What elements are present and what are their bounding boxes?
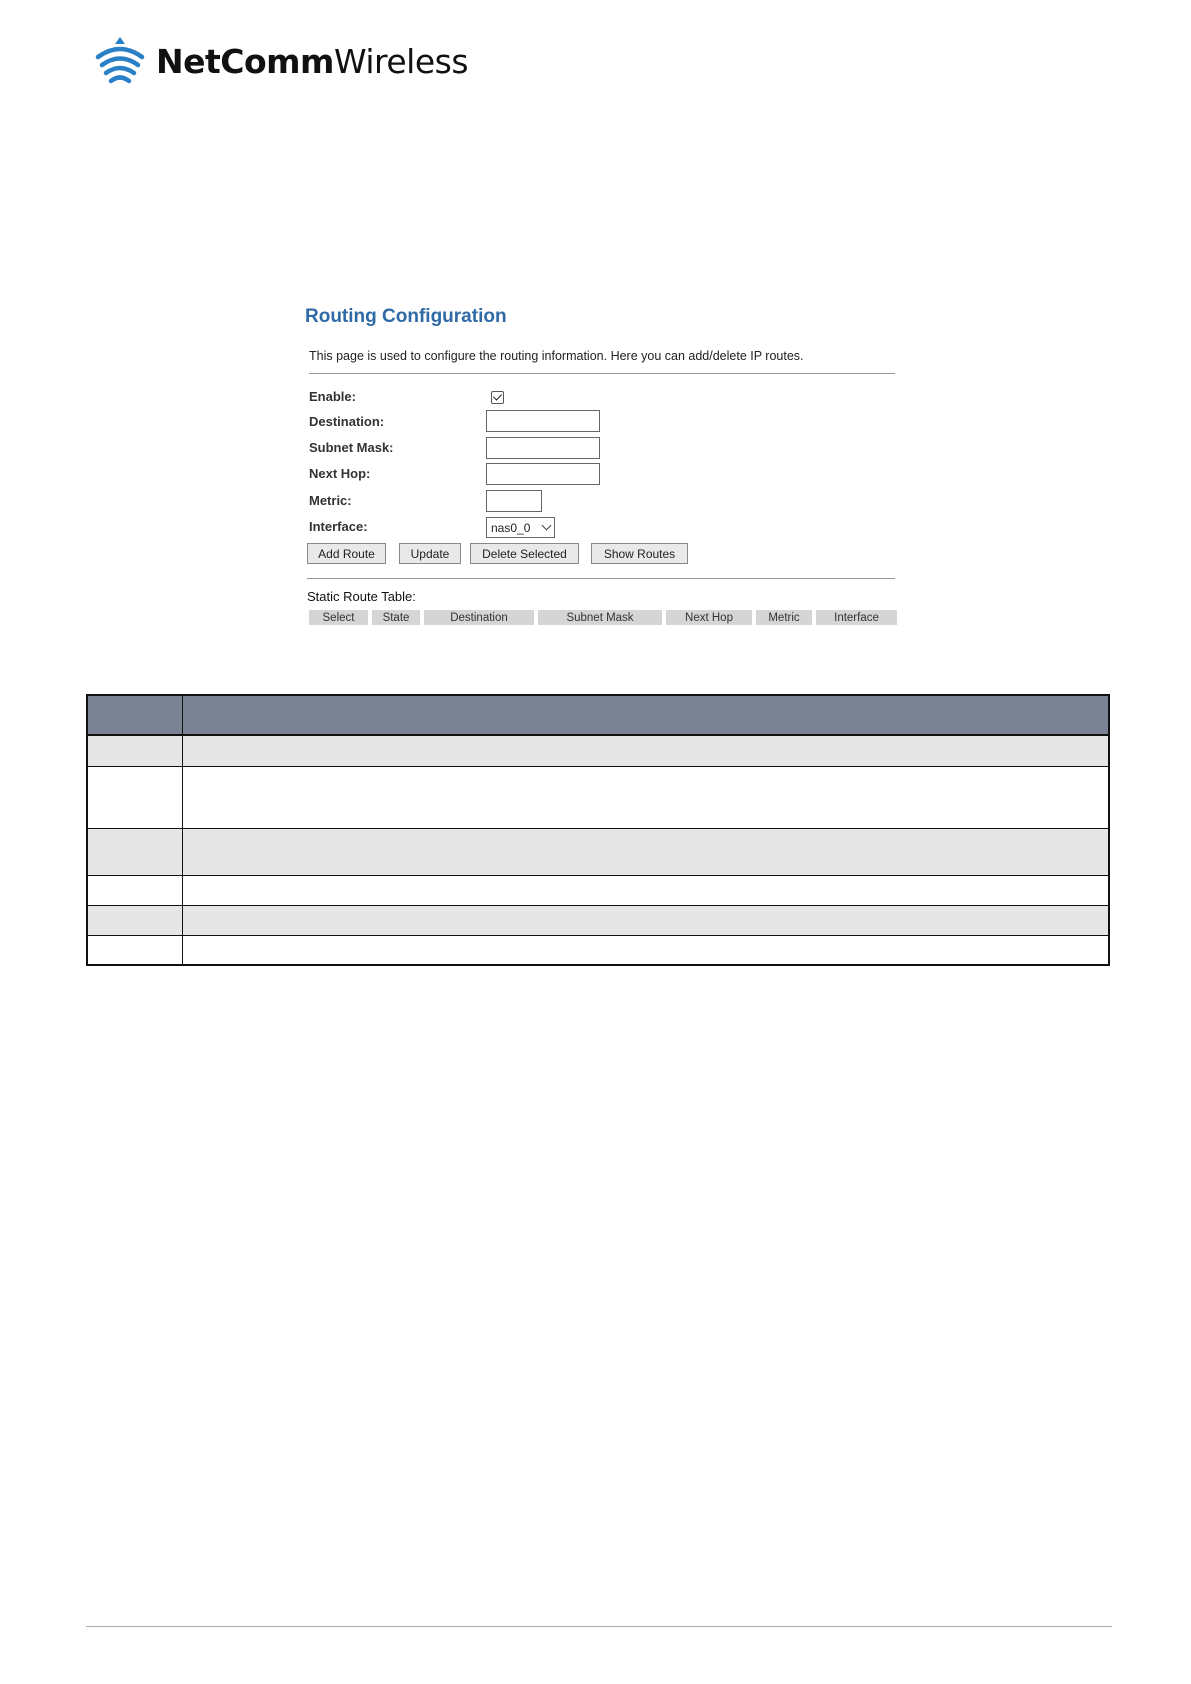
- next-hop-input[interactable]: [486, 463, 600, 485]
- column-header-destination: Destination: [424, 610, 534, 625]
- interface-select-value: nas0_0: [491, 520, 531, 535]
- chevron-down-icon: [542, 521, 552, 531]
- netcomm-logo: [92, 34, 468, 88]
- metric-label: Metric:: [309, 493, 352, 508]
- destination-input[interactable]: [486, 410, 600, 432]
- table-cell: [88, 767, 183, 828]
- table-cell: [183, 736, 1108, 766]
- table-cell: [88, 936, 183, 964]
- enable-label: Enable:: [309, 389, 356, 404]
- table-cell: [183, 936, 1108, 964]
- table-header-row: [88, 696, 1108, 736]
- wifi-logo-icon: [92, 35, 148, 87]
- add-route-button[interactable]: Add Route: [307, 543, 386, 564]
- enable-checkbox[interactable]: [491, 391, 504, 404]
- table-row: [88, 766, 1108, 828]
- table-row: [88, 828, 1108, 875]
- table-row: [88, 905, 1108, 935]
- update-button[interactable]: Update: [399, 543, 461, 564]
- table-row: [88, 736, 1108, 766]
- metric-input[interactable]: [486, 490, 542, 512]
- header-cell-option: [88, 696, 183, 734]
- column-header-subnet-mask: Subnet Mask: [538, 610, 662, 625]
- interface-select[interactable]: [486, 517, 555, 538]
- table-row: [88, 875, 1108, 905]
- table-cell: [183, 829, 1108, 875]
- column-header-next-hop: Next Hop: [666, 610, 752, 625]
- table-cell: [88, 829, 183, 875]
- column-header-select: Select: [309, 610, 368, 625]
- table-cell: [88, 736, 183, 766]
- logo-wordmark: NetCommWireless: [156, 41, 469, 81]
- divider: [307, 578, 895, 579]
- page-description: This page is used to configure the routing information. Here you can add/delete IP routes.: [309, 349, 804, 363]
- interface-label: Interface:: [309, 519, 368, 534]
- table-cell: [183, 906, 1108, 935]
- header-cell-definition: [183, 696, 1108, 734]
- divider: [309, 373, 895, 374]
- subnet-mask-input[interactable]: [486, 437, 600, 459]
- column-header-metric: Metric: [756, 610, 812, 625]
- show-routes-button[interactable]: Show Routes: [591, 543, 688, 564]
- table-cell: [183, 767, 1108, 828]
- destination-label: Destination:: [309, 414, 385, 429]
- static-route-table-title: Static Route Table:: [307, 589, 416, 604]
- column-header-state: State: [372, 610, 420, 625]
- delete-selected-button[interactable]: Delete Selected: [470, 543, 579, 564]
- table-cell: [183, 876, 1108, 905]
- table-cell: [88, 906, 183, 935]
- footer-divider: [86, 1626, 1112, 1627]
- page-title: Routing Configuration: [305, 306, 507, 327]
- subnet-mask-label: Subnet Mask:: [309, 440, 394, 455]
- table-row: [88, 935, 1108, 964]
- table-cell: [88, 876, 183, 905]
- column-header-interface: Interface: [816, 610, 897, 625]
- next-hop-label: Next Hop:: [309, 466, 371, 481]
- field-description-table: [86, 694, 1110, 966]
